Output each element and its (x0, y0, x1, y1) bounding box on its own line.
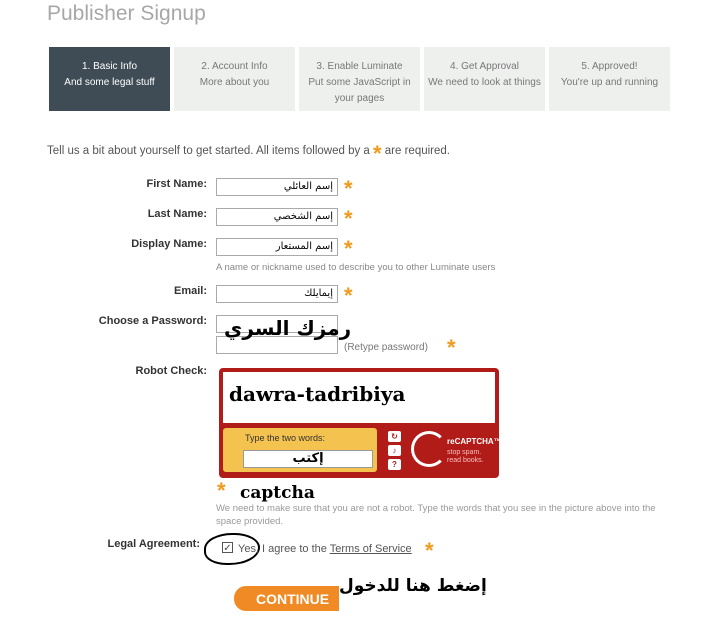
terms-of-service-link[interactable]: Terms of Service (329, 543, 412, 555)
recaptcha-widget (219, 368, 502, 478)
audio-icon[interactable]: ♪ (388, 445, 401, 456)
first-name-label: First Name: (146, 178, 207, 190)
recaptcha-arrow-icon (411, 431, 447, 467)
captcha-image (223, 372, 495, 423)
step-subtitle: Put some JavaScript in your pages (308, 77, 411, 104)
step-subtitle: You're up and running (560, 77, 659, 88)
step-title: 3. Enable Luminate (316, 61, 403, 72)
required-asterisk: * (447, 335, 456, 360)
step-title: 2. Account Info (201, 61, 268, 72)
password-label: Choose a Password: (98, 315, 207, 327)
intro-before: Tell us a bit about yourself to get started. All items followed by a (47, 145, 370, 157)
captcha-input[interactable]: إكتب (243, 450, 373, 468)
email-label: Email: (173, 285, 207, 297)
step-title: 1. Basic Info (81, 61, 138, 72)
step-subtitle: We need to look at things (428, 77, 541, 88)
retype-password-hint: (Retype password) (344, 342, 428, 353)
step-get-approval[interactable] (424, 47, 545, 111)
step-approved[interactable] (549, 47, 670, 111)
page-title: Publisher Signup (47, 2, 206, 25)
step-basic-info[interactable] (49, 47, 170, 111)
recaptcha-brand: reCAPTCHA™ (447, 437, 502, 446)
recaptcha-logo (411, 431, 502, 473)
required-asterisk: * (217, 478, 226, 503)
signup-steps (49, 47, 670, 111)
captcha-input-label: Type the two words: (245, 433, 326, 443)
required-asterisk: * (344, 236, 353, 261)
display-name-label: Display Name: (131, 238, 207, 250)
required-asterisk: * (344, 206, 353, 231)
recaptcha-tagline (447, 449, 484, 465)
step-subtitle: And some legal stuff (64, 77, 155, 88)
display-name-hint: A name or nickname used to describe you to other Luminate users (216, 262, 496, 273)
display-name-input[interactable]: إسم المستعار (216, 238, 338, 256)
step-title: 4. Get Approval (450, 61, 519, 72)
continue-annotation: إضغط هنا للدخول (339, 576, 487, 596)
legal-prefix: Yes, I agree to the (238, 543, 327, 555)
required-asterisk: * (344, 176, 353, 201)
legal-agreement-label: Legal Agreement: (107, 538, 200, 550)
terms-checkbox[interactable]: ✓ (223, 543, 232, 554)
recaptcha-tagline-2: read books. (447, 457, 484, 464)
legal-agreement-text (238, 543, 412, 555)
step-subtitle: More about you (199, 77, 270, 88)
robot-check-hint: We need to make sure that you are not a robot. Type the words that you see in the picture above into the space provided. (216, 503, 656, 527)
email-input[interactable]: إيمايلك (216, 285, 338, 303)
robot-check-label: Robot Check: (135, 365, 207, 377)
step-title: 5. Approved! (581, 61, 638, 72)
required-asterisk: * (373, 141, 382, 166)
intro-after: are required. (384, 145, 450, 157)
captcha-words: dawra-tadribiya (229, 382, 406, 406)
last-name-label: Last Name: (147, 208, 207, 220)
step-account-info[interactable] (174, 47, 295, 111)
intro-text (47, 141, 450, 166)
refresh-icon[interactable]: ↻ (388, 431, 401, 442)
captcha-input-area (223, 428, 377, 472)
continue-button[interactable]: CONTINUE (234, 586, 339, 611)
required-asterisk: * (425, 538, 434, 563)
last-name-input[interactable]: إسم الشخصي (216, 208, 338, 226)
password-annotation: رمزك السري (224, 316, 352, 340)
help-icon[interactable]: ? (388, 459, 401, 470)
first-name-input[interactable]: إسم العائلي (216, 178, 338, 196)
required-asterisk: * (344, 283, 353, 308)
step-enable-luminate[interactable] (299, 47, 420, 111)
recaptcha-tagline-1: stop spam. (447, 449, 482, 456)
captcha-annotation: captcha (240, 483, 315, 503)
